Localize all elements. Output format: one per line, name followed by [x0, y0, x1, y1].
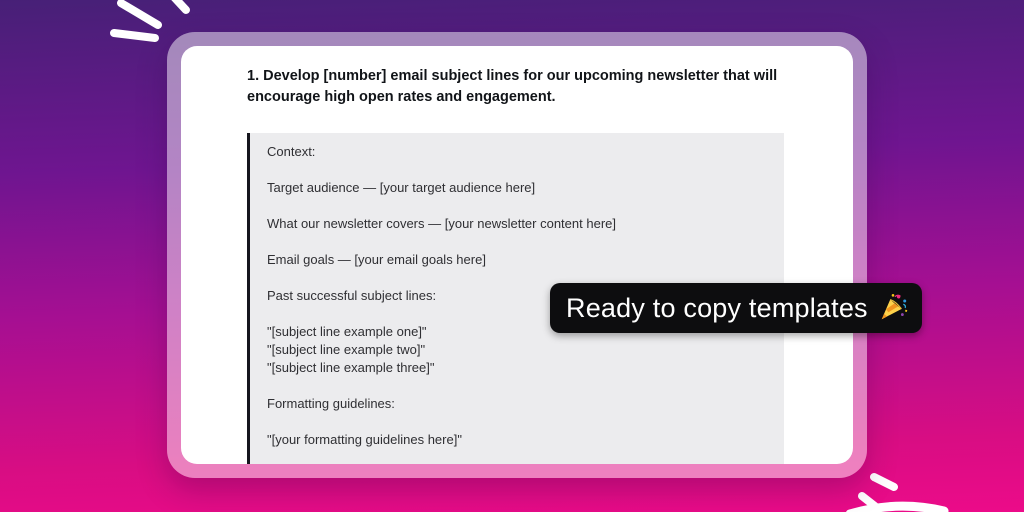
badge-label: Ready to copy templates	[566, 293, 868, 323]
quote-paragraph: Target audience — [your target audience here]	[267, 180, 536, 195]
quote-paragraph: What our newsletter covers — [your newsletter content here]	[267, 216, 616, 231]
quote-paragraph: "[your formatting guidelines here]"	[267, 432, 462, 447]
ready-to-copy-badge	[550, 283, 922, 333]
party-popper-icon	[878, 293, 908, 323]
quote-paragraph: Formatting guidelines:	[267, 396, 395, 411]
sparkle-strokes-bottom-right	[840, 465, 960, 512]
quote-paragraph: Past successful subject lines:	[267, 288, 437, 303]
quote-paragraph: "[subject line example one]" "[subject line example two]" "[subject line example three]"	[267, 324, 435, 375]
template-card	[181, 46, 853, 464]
quote-paragraph: Email goals — [your email goals here]	[267, 252, 486, 267]
prompt-heading: 1. Develop [number] email subject lines for our upcoming newsletter that will encourage high open rates and engagement.	[247, 68, 778, 105]
quote-paragraph: Context:	[267, 144, 316, 159]
template-card-border	[167, 32, 867, 478]
